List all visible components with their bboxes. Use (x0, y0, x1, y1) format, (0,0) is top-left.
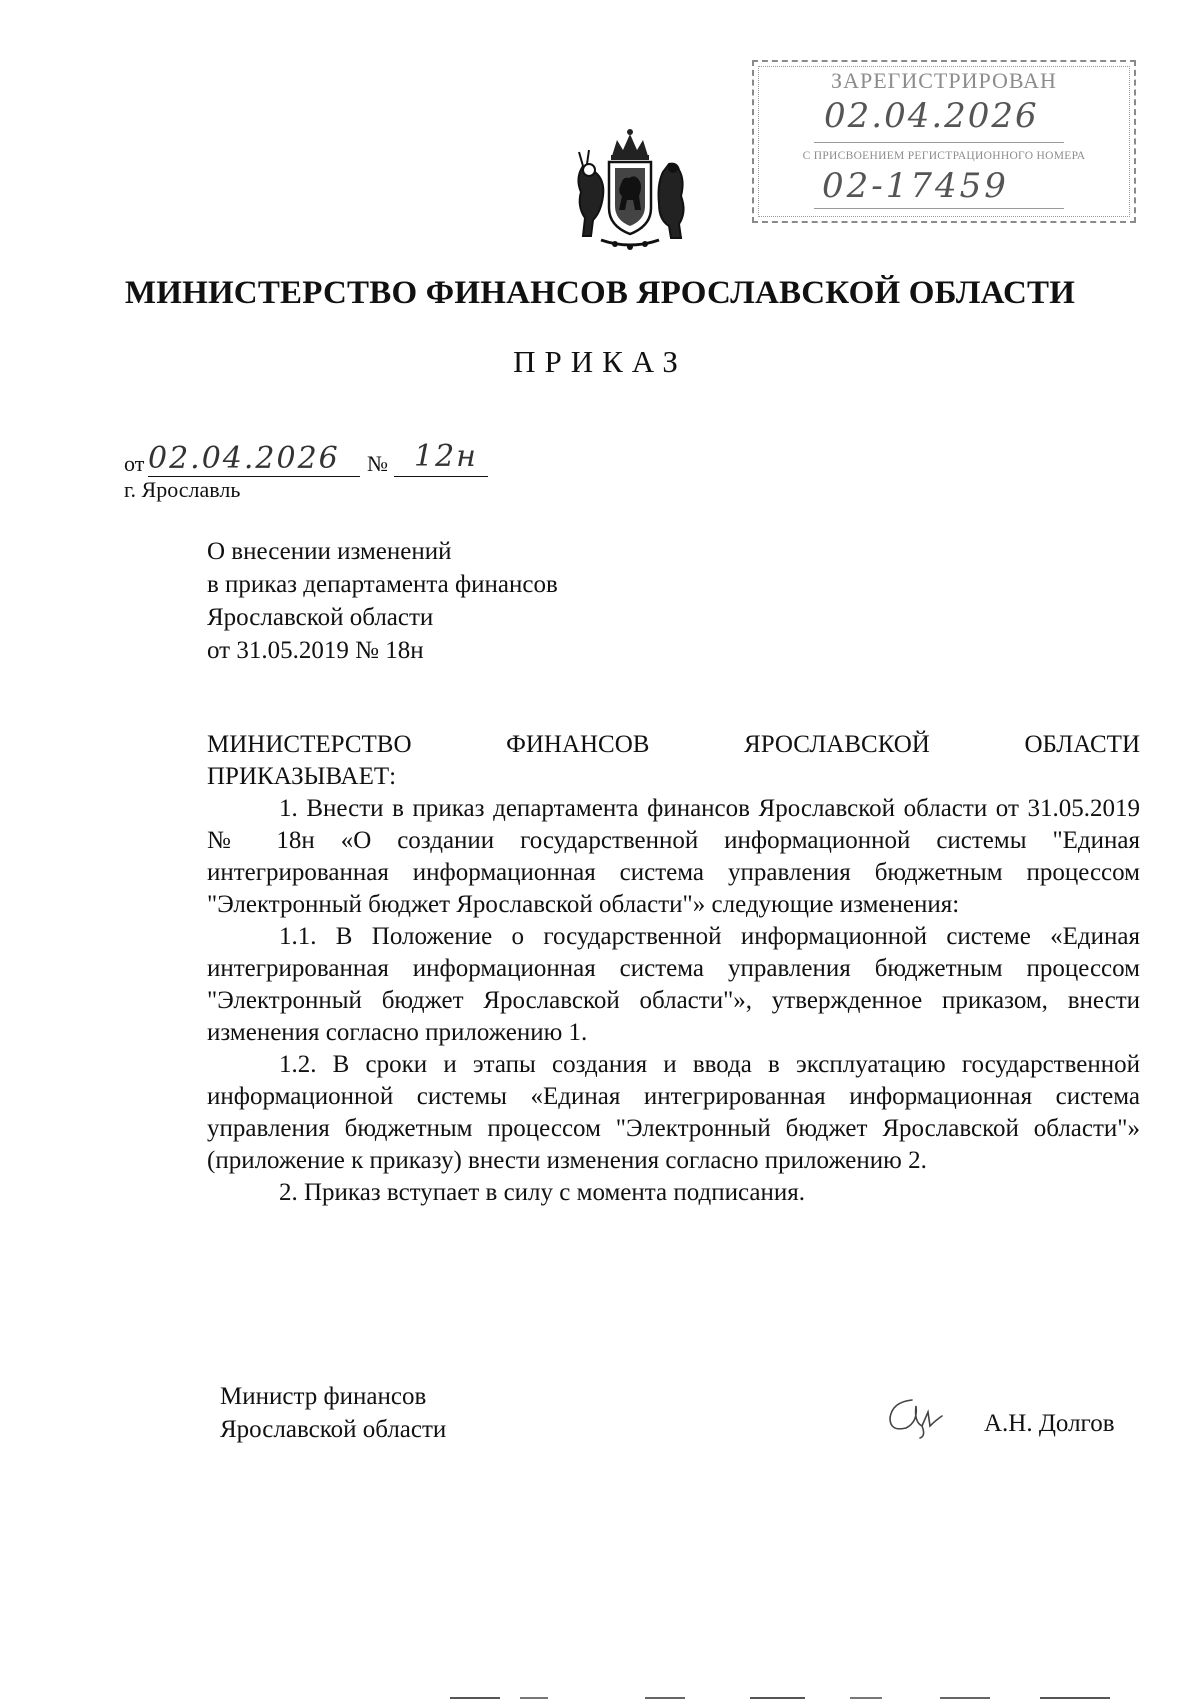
order-subject (207, 535, 558, 667)
stamp-header: ЗАРЕГИСТРИРОВАН (831, 68, 1057, 93)
stamp-date-underline (814, 142, 1064, 143)
registration-stamp (752, 60, 1136, 223)
handwritten-order-number: 12н (414, 439, 478, 474)
paragraph-2: 2. Приказ вступает в силу с момента подписания. (279, 1179, 805, 1206)
handwritten-order-date: 02.04.2026 (148, 441, 340, 476)
stamp-number: 02-17459 (822, 166, 1009, 206)
stamp-number-underline (814, 208, 1064, 209)
document-type: ПРИКАЗ (513, 344, 687, 379)
stamp-subheader: С ПРИСВОЕНИЕМ РЕГИСТРАЦИОННОГО НОМЕРА (802, 150, 1086, 162)
subject-line: в приказ департамента финансов (207, 571, 558, 598)
paragraph-1-2: 1.2. В сроки и этапы создания и ввода в эксплуатацию государственной информационной системы «Единая интегрированная информационная система управления бюджетным процессом "Электронный бюджет Ярославской области"» (приложение к приказу) внести изменения согласно приложению 2. (207, 1051, 1140, 1174)
preamble-line: МИНИСТЕРСТВО ФИНАНСОВ ЯРОСЛАВСКОЙ ОБЛАСТИ (207, 731, 1140, 758)
subject-line: Ярославской области (207, 604, 434, 631)
signer-position-line: Министр финансов (220, 1383, 427, 1410)
order-body (207, 729, 1140, 1209)
preamble-orders: ПРИКАЗЫВАЕТ: (207, 763, 397, 790)
signer-position (220, 1380, 446, 1446)
subject-line: от 31.05.2019 № 18н (207, 637, 424, 664)
signer-name: А.Н. Долгов (984, 1410, 1115, 1437)
number-underline (394, 476, 488, 477)
signer-position-line: Ярославской области (220, 1416, 447, 1443)
coat-of-arms-emblem (565, 126, 695, 256)
number-prefix: № (367, 451, 388, 476)
subject-line: О внесении изменений (207, 538, 452, 565)
date-prefix: от (124, 451, 145, 476)
city: г. Ярославль (124, 477, 241, 502)
scan-artifact-line (380, 1694, 1140, 1702)
paragraph-1: 1. Внести в приказ департамента финансов Ярославской области от 31.05.2019 № 18н «О создании государственной информационной системы "Единая интегрированная информационная система управления бюджетным процессом "Электронный бюджет Ярославской области"» следующие изменения: (207, 795, 1140, 918)
paragraph-1-1: 1.1. В Положение о государственной информационной системе «Единая интегрированная информационная система управления бюджетным процессом "Электронный бюджет Ярославской области"», утвержденное приказом, внести изменения согласно приложению 1. (207, 923, 1140, 1046)
ministry-title: МИНИСТЕРСТВО ФИНАНСОВ ЯРОСЛАВСКОЙ ОБЛАСТИ (124, 275, 1076, 311)
order-date-number-row (124, 439, 524, 477)
handwritten-signature (882, 1392, 952, 1442)
stamp-date: 02.04.2026 (824, 96, 1039, 136)
